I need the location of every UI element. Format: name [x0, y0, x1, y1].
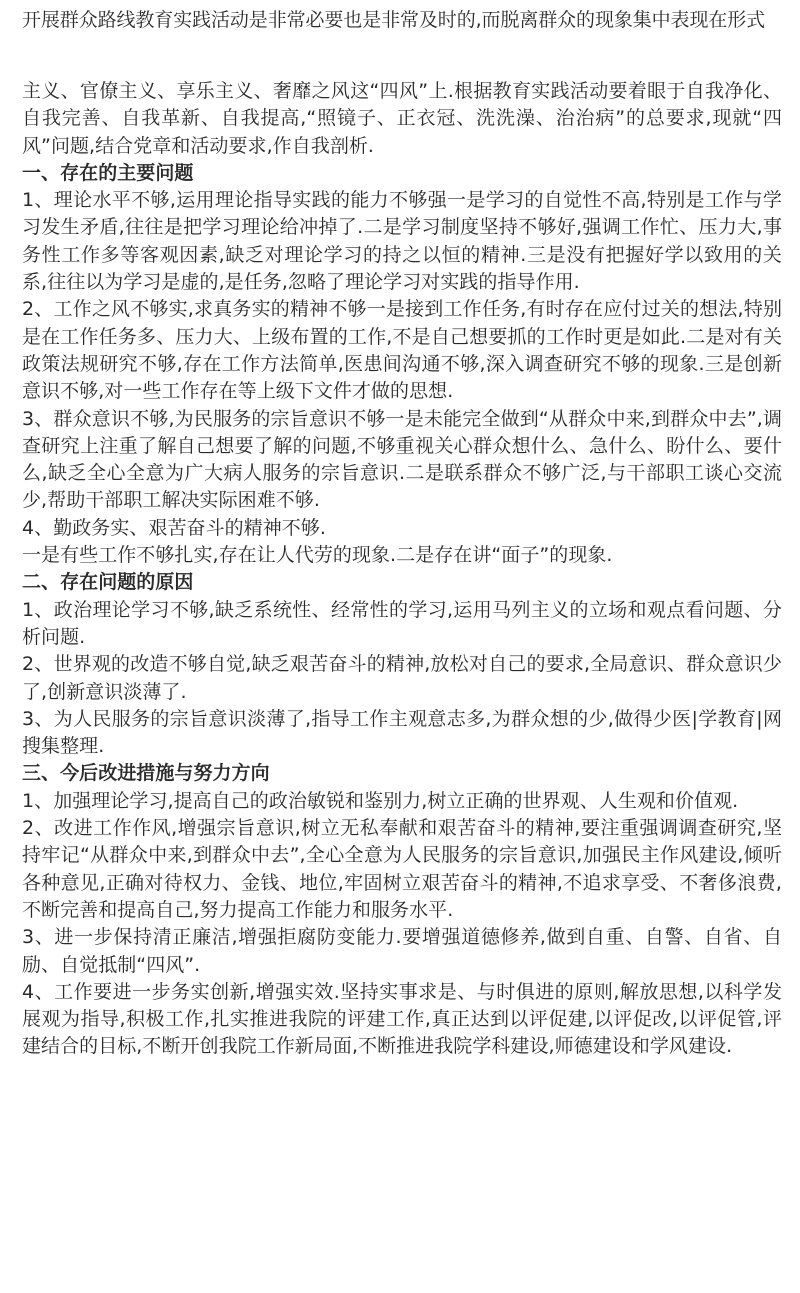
problem-item-2: 2、工作之风不够实,求真务实的精神不够一是接到工作任务,有时存在应付过关的想法,特别是在工作任务多、压力大、上级布置的工作,不是自己想要抓的工作时更是如此.二是对有关政策法规研究不够,存在工作方法简单,医患间沟通不够,深入调查研究不够的现象.三是创新意识不够,对一些工作存在等上级下文件才做的思想.	[22, 298, 782, 403]
improvement-item-3: 3、进一步保持清正廉洁,增强拒腐防变能力.要增强道德修养,做到自重、自警、自省、自励、自觉抵制“四风”.	[22, 926, 782, 976]
improvement-item-4: 4、工作要进一步务实创新,增强实效.坚持实事求是、与时俱进的原则,解放思想,以科学发展观为指导,积极工作,扎实推进我院的评建工作,真正达到以评促建,以评促改,以评促管,评建结合的目标,不断开创我院工作新局面,不断推进我院学科建设,师德建设和学风建设.	[22, 980, 782, 1058]
improvement-item-2: 2、改进工作作风,增强宗旨意识,树立无私奉献和艰苦奋斗的精神,要注重强调调查研究,坚持牢记“从群众中来,到群众中去”,全心全意为人民服务的宗旨意识,加强民主作风建设,倾听各种意见,正确对待权力、金钱、地位,牢固树立艰苦奋斗的精神,不追求享受、不奢侈浪费,不断完善和提高自己,努力提高工作能力和服务水平.	[22, 817, 782, 921]
improvement-item-1: 1、加强理论学习,提高自己的政治敏锐和鉴别力,树立正确的世界观、人生观和价值观.	[22, 789, 739, 812]
problem-item-4-detail: 一是有些工作不够扎实,存在让人代劳的现象.二是存在讲“面子”的现象.	[22, 544, 613, 567]
intro-paragraph: 主义、官僚主义、享乐主义、奢靡之风这“四风”上.根据教育实践活动要着眼于自我净化、自我完善、自我革新、自我提高,“照镜子、正衣冠、洗洗澡、治治病”的总要求,现就“四风”问题,结合党章和活动要求,作自我剖析.	[22, 80, 782, 157]
document-page	[22, 0, 782, 1061]
section-heading-causes: 二、存在问题的原因	[22, 571, 194, 594]
problem-item-4: 4、勤政务实、艰苦奋斗的精神不够.	[22, 516, 326, 539]
problem-item-3: 3、群众意识不够,为民服务的宗旨意识不够一是未能完全做到“从群众中来,到群众中去”,调查研究上注重了解自己想要了解的问题,不够重视关心群众想什么、急什么、盼什么、要什么,缺乏全心全意为广大病人服务的宗旨意识.二是联系群众不够广泛,与干部职工谈心交流少,帮助干部职工解决实际困难不够.	[22, 407, 782, 512]
cause-item-2: 2、世界观的改造不够自觉,缺乏艰苦奋斗的精神,放松对自己的要求,全局意识、群众意识少了,创新意识淡薄了.	[22, 653, 782, 703]
section-heading-improvements: 三、今后改进措施与努力方向	[22, 762, 270, 785]
problem-item-1: 1、理论水平不够,运用理论指导实践的能力不够强一是学习的自觉性不高,特别是工作与学习发生矛盾,往往是把学习理论给冲掉了.二是学习制度坚持不够好,强调工作忙、压力大,事务性工作多等客观因素,缺乏对理论学习的持之以恒的精神.三是没有把握好学以致用的关系,往往以为学习是虚的,是任务,忽略了理论学习对实践的指导作用.	[22, 189, 782, 294]
cause-item-3: 3、为人民服务的宗旨意识淡薄了,指导工作主观意志多,为群众想的少,做得少医|学教育|网搜集整理.	[22, 707, 782, 758]
opening-line: 开展群众路线教育实践活动是非常必要也是非常及时的,而脱离群众的现象集中表现在形式	[22, 9, 766, 31]
document-body	[22, 78, 782, 1061]
section-heading-problems: 一、存在的主要问题	[22, 161, 194, 184]
cause-item-1: 1、政治理论学习不够,缺乏系统性、经常性的学习,运用马列主义的立场和观点看问题、分析问题.	[22, 598, 782, 648]
